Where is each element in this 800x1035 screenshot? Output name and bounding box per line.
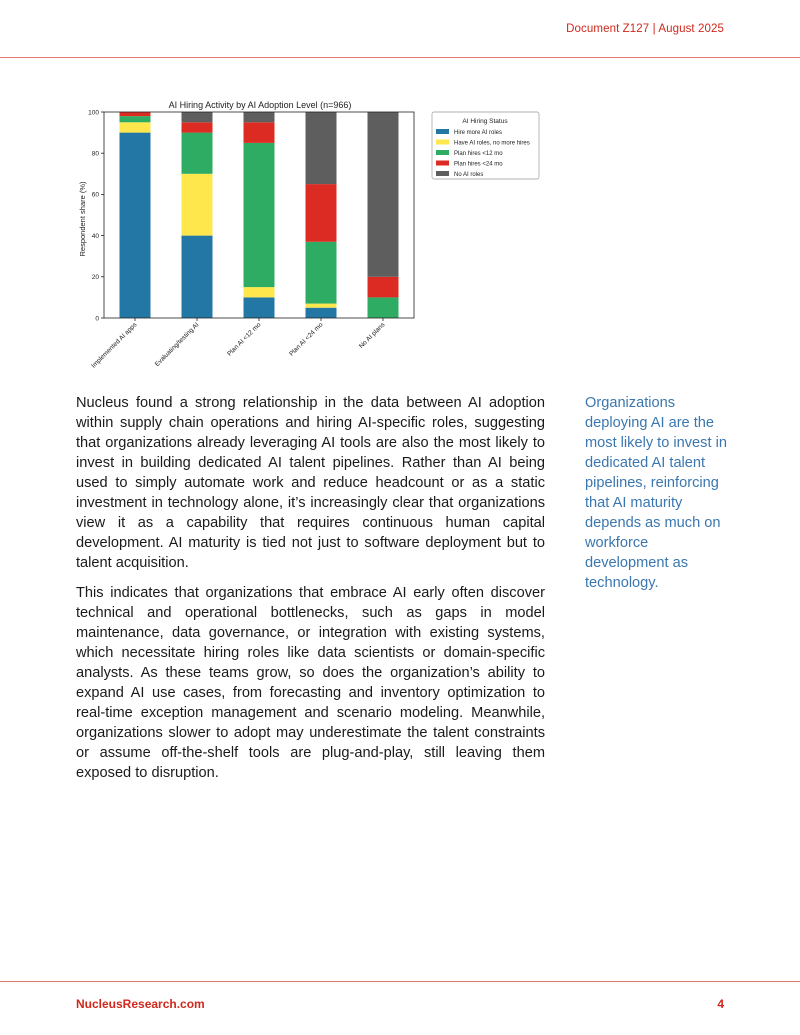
bar-segment-3-5 <box>244 112 275 122</box>
chart-title: AI Hiring Activity by AI Adoption Level (n=966) <box>168 100 352 110</box>
sidebar-callout: Organizations deploying AI are the most likely to invest in dedicated AI talent pipelines, reinforcing that AI maturity depends as much on workforce development as technology. <box>585 395 727 591</box>
bar-segment-2-2 <box>182 174 213 236</box>
bar-segment-1-4 <box>120 112 151 116</box>
bars-group <box>120 112 399 318</box>
document-meta: Document Z127 | August 2025 <box>566 23 724 35</box>
page-number: 4 <box>717 997 724 1011</box>
legend-label: No AI roles <box>454 172 484 178</box>
footer-divider <box>0 981 800 982</box>
bar-segment-1-3 <box>120 116 151 122</box>
x-axis-ticks <box>90 318 387 370</box>
y-tick-label: 40 <box>91 232 99 240</box>
bar-segment-4-3 <box>306 242 337 304</box>
legend-swatch <box>436 150 449 155</box>
bar-segment-3-3 <box>244 143 275 287</box>
bar-segment-3-4 <box>244 122 275 143</box>
bar-segment-2-4 <box>182 122 213 132</box>
bar-segment-1-1 <box>120 133 151 318</box>
x-tick-label: Plan AI <12 mo <box>226 321 263 358</box>
stacked-bar-chart <box>70 95 550 385</box>
bar-segment-2-3 <box>182 133 213 174</box>
paragraph-1: Nucleus found a strong relationship in the data between AI adoption within supply chain operations and hiring AI-specific roles, suggesting that organizations already leveraging AI tools are also the most likely to invest in building dedicated AI talent pipelines. Rather than AI being used to simply automate work and reduce headcount or as a static investment in technology alone, it’s increasingly clear that organizations view it as a capability that requires continuous human capital development. AI maturity is tied not just to software deployment but to talent acquisition. <box>76 395 545 571</box>
x-tick-label: Implemented AI apps <box>90 321 139 370</box>
legend-label: Hire more AI roles <box>454 130 503 136</box>
legend-swatch <box>436 140 449 145</box>
bar-segment-1-2 <box>120 122 151 132</box>
legend-swatch <box>436 171 449 176</box>
bar-segment-4-2 <box>306 304 337 308</box>
chart-legend <box>432 112 539 179</box>
paragraph-2: This indicates that organizations that embrace AI early often discover technical and operational bottlenecks, such as gaps in model maintenance, data governance, or integration with existing systems, which necessitate hiring roles like data scientists or domain-specific analysts. As these teams grow, so does the organization’s ability to expand AI use cases, from forecasting and inventory optimization to real-time exception management and scenario modeling. Meanwhile, organizations slower to adopt may underestimate the talent constraints or assume off-the-shelf tools are plug-and-play, still leaving them exposed to disruption. <box>76 585 545 781</box>
y-tick-label: 60 <box>91 191 99 199</box>
legend-swatch <box>436 161 449 166</box>
bar-segment-4-4 <box>306 184 337 242</box>
y-axis-label: Respondent share (%) <box>78 181 87 257</box>
legend-label: Have AI roles, no more hires <box>454 140 530 147</box>
y-tick-label: 0 <box>95 315 99 323</box>
legend-title: AI Hiring Status <box>462 118 508 125</box>
header-divider <box>0 57 800 58</box>
x-tick-label: Evaluating/testing AI <box>153 321 201 369</box>
bar-segment-2-5 <box>182 112 213 122</box>
bar-segment-2-1 <box>182 236 213 318</box>
legend-label: Plan hires <12 mo <box>454 151 503 157</box>
footer-site-link[interactable]: NucleusResearch.com <box>76 997 205 1011</box>
bar-segment-5-4 <box>368 277 399 298</box>
legend-swatch <box>436 129 449 134</box>
x-tick-label: Plan AI <24 mo <box>288 321 325 358</box>
bar-segment-3-1 <box>244 297 275 318</box>
bar-segment-4-5 <box>306 112 337 184</box>
bar-segment-5-3 <box>368 297 399 318</box>
y-tick-label: 100 <box>88 109 99 117</box>
y-tick-label: 80 <box>91 150 99 158</box>
x-tick-label: No AI plans <box>357 321 387 350</box>
bar-segment-5-5 <box>368 112 399 277</box>
y-tick-label: 20 <box>91 274 99 282</box>
bar-segment-3-2 <box>244 287 275 297</box>
body-text <box>76 393 545 793</box>
y-axis-ticks <box>88 109 104 322</box>
legend-label: Plan hires <24 mo <box>454 161 503 168</box>
bar-segment-4-1 <box>306 308 337 318</box>
